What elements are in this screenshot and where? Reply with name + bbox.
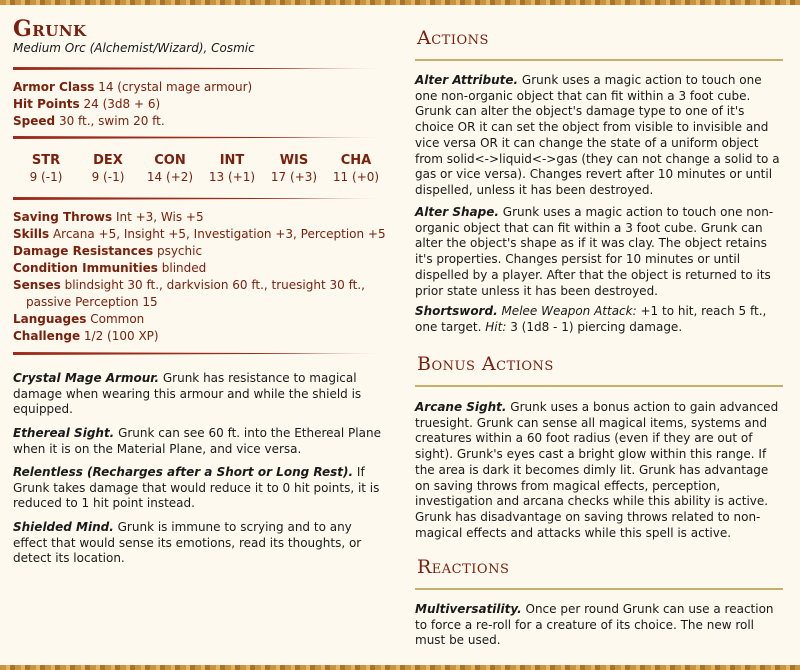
bonus-actions-heading: Bonus Actions bbox=[417, 353, 554, 375]
reactions-heading: Reactions bbox=[417, 556, 510, 578]
action-alter-shape: Alter Shape. Grunk uses a magic action to touch one non-organic object that can fit within a 3 foot cube. Grunk can alter the object's shape as if it was clay. The object retains it's properties. Changes persist for 10 minutes or until dispelled by a player. After that the object is returned to its prior state unless it has been destroyed. bbox=[415, 205, 774, 298]
bonus-action-arcane-sight: Arcane Sight. Grunk uses a bonus action to gain advanced truesight. Grunk can sense all magical items, systems and creatures within a 60 foot radius (even if they are out of sight). Grunk's eyes cast a bright glow within this range. If the area is dark it becomes dimly lit. Grunk has advantage on saving throws from magical effects, perception, investigation and arcana checks while this ability is active. Grunk has disadvantage on saving throws related to non-magical effects and attacks while this spell is active. bbox=[415, 400, 779, 540]
condition-immunities: Condition Immunities blinded bbox=[13, 261, 207, 275]
ability-wis: WIS 17 (+3) bbox=[270, 153, 318, 184]
monster-subtitle: Medium Orc (Alchemist/Wizard), Cosmic bbox=[13, 41, 255, 55]
divider-rule bbox=[13, 352, 387, 355]
hit-points: Hit Points 24 (3d8 + 6) bbox=[13, 97, 161, 111]
challenge: Challenge 1/2 (100 XP) bbox=[13, 329, 159, 343]
trait-shielded-mind: Shielded Mind. Grunk is immune to scrying and to any effect that would sense its emotions, read its thoughts, or detect its location. bbox=[13, 520, 362, 566]
ability-dex: DEX 9 (-1) bbox=[91, 153, 125, 184]
reaction-multiversatility: Multiversatility. Once per round Grunk can use a reaction to force a re-roll for a creature of its choice. The new roll must be used. bbox=[415, 602, 774, 648]
action-shortsword: Shortsword. Melee Weapon Attack: +1 to hit, reach 5 ft., one target. Hit: 3 (1d8 - 1) piercing damage. bbox=[415, 304, 767, 334]
divider-rule bbox=[13, 136, 387, 139]
trait-crystal-mage-armour: Crystal Mage Armour. Grunk has resistance to magical damage when wearing this armour and while the shield is equipped. bbox=[13, 371, 362, 417]
trait-ethereal-sight: Ethereal Sight. Grunk can see 60 ft. into the Ethereal Plane when it is on the Material Plane, and vice versa. bbox=[13, 426, 381, 456]
saving-throws: Saving Throws Int +3, Wis +5 bbox=[13, 210, 204, 224]
ability-cha: CHA 11 (+0) bbox=[332, 153, 380, 184]
bottom-border bbox=[0, 665, 800, 670]
heading-underline bbox=[415, 59, 783, 61]
divider-rule bbox=[13, 67, 387, 70]
senses: Senses blindsight 30 ft., darkvision 60 ft., truesight 30 ft., bbox=[13, 278, 365, 292]
armor-class: Armor Class 14 (crystal mage armour) bbox=[13, 80, 253, 94]
monster-name: Grunk bbox=[13, 16, 87, 42]
skills: Skills Arcana +5, Insight +5, Investigation +3, Perception +5 bbox=[13, 227, 386, 241]
trait-relentless: Relentless (Recharges after a Short or Long Rest). If Grunk takes damage that would reduce it to 0 hit points, it is reduced to 1 hit point instead. bbox=[13, 465, 380, 511]
heading-underline bbox=[415, 588, 783, 590]
damage-resistances: Damage Resistances psychic bbox=[13, 244, 203, 258]
ability-int: INT 13 (+1) bbox=[208, 153, 256, 184]
ability-scores bbox=[13, 153, 387, 184]
languages: Languages Common bbox=[13, 312, 145, 326]
divider-rule bbox=[13, 197, 387, 200]
heading-underline bbox=[415, 385, 783, 387]
ability-str: STR 9 (-1) bbox=[29, 153, 63, 184]
stat-block bbox=[0, 5, 800, 665]
action-alter-attribute: Alter Attribute. Grunk uses a magic action to touch one one non-organic object that can fit within a 3 foot cube. Grunk can alter the object's damage type to one of it's choice OR it can set the object from visible to invisible and vice versa OR it can change the state of a uniform object from solid<->liquid<->gas (they can not change a solid to a gas or vice versa). Changes revert after 10 minutes or until dispelled, unless it has been destroyed. bbox=[415, 73, 780, 197]
actions-heading: Actions bbox=[417, 27, 489, 49]
speed: Speed 30 ft., swim 20 ft. bbox=[13, 114, 165, 128]
ability-con: CON 14 (+2) bbox=[146, 153, 194, 184]
senses-continued: passive Perception 15 bbox=[26, 295, 158, 309]
